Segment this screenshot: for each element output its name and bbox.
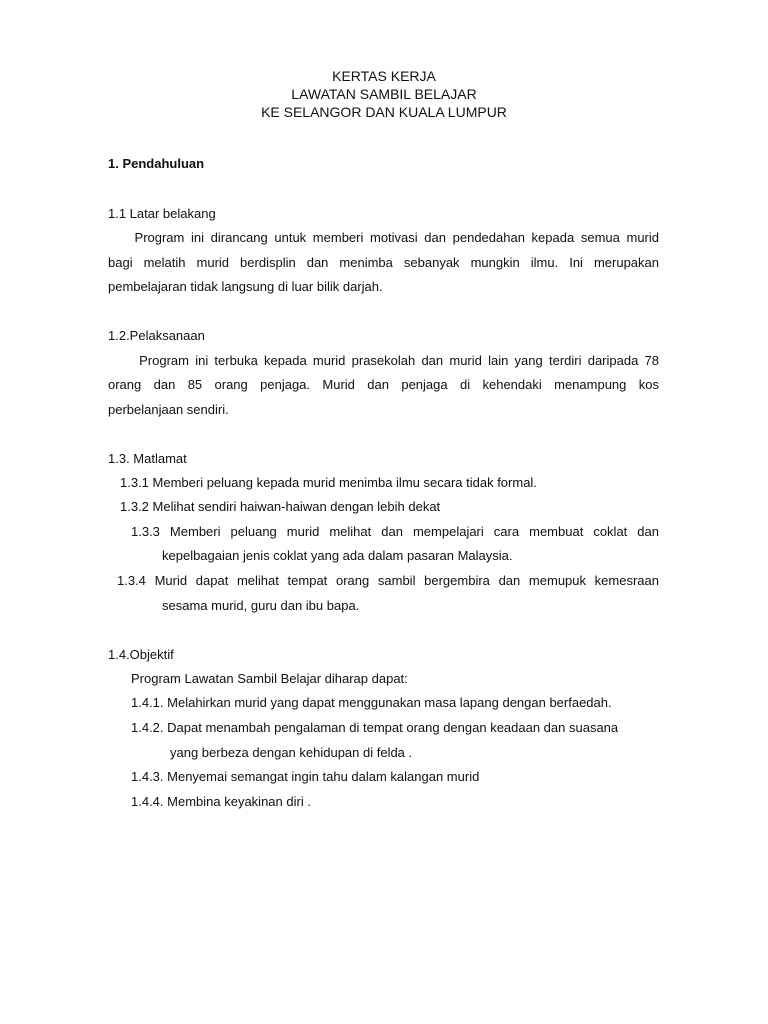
subheading-pelaksanaan: 1.2.Pelaksanaan xyxy=(108,328,205,343)
subheading-latar-belakang: 1.1 Latar belakang xyxy=(108,206,216,221)
matlamat-item-4-line-2: sesama murid, guru dan ibu bapa. xyxy=(162,598,360,613)
paragraph-latar-line-1: Program ini dirancang untuk memberi motivasi dan pendedahan kepada semua murid xyxy=(108,230,659,245)
doc-title-line-2: LAWATAN SAMBIL BELAJAR xyxy=(291,86,477,102)
objektif-item-3: 1.4.3. Menyemai semangat ingin tahu dalam kalangan murid xyxy=(131,769,480,784)
objektif-item-2-line-2: yang berbeza dengan kehidupan di felda . xyxy=(170,745,413,760)
section-heading-pendahuluan: 1. Pendahuluan xyxy=(108,156,205,171)
paragraph-pelaksanaan-line-2: orang dan 85 orang penjaga. Murid dan penjaga di kehendaki menampung kos xyxy=(108,377,659,392)
matlamat-item-2: 1.3.2 Melihat sendiri haiwan-haiwan dengan lebih dekat xyxy=(120,499,441,514)
doc-title-line-3: KE SELANGOR DAN KUALA LUMPUR xyxy=(261,104,507,120)
paragraph-latar-line-2: bagi melatih murid berdisplin dan menimba sebanyak mungkin ilmu. Ini merupakan xyxy=(108,255,659,270)
objektif-item-4: 1.4.4. Membina keyakinan diri . xyxy=(131,794,311,809)
paragraph-pelaksanaan-line-3: perbelanjaan sendiri. xyxy=(108,402,229,417)
matlamat-item-1: 1.3.1 Memberi peluang kepada murid menimba ilmu secara tidak formal. xyxy=(120,475,537,490)
objektif-item-2-line-1: 1.4.2. Dapat menambah pengalaman di tempat orang dengan keadaan dan suasana xyxy=(131,720,619,735)
paragraph-pelaksanaan-line-1: Program ini terbuka kepada murid prasekolah dan murid lain yang terdiri daripada 78 xyxy=(108,353,659,368)
paragraph-latar-line-3: pembelajaran tidak langsung di luar bilik darjah. xyxy=(108,279,383,294)
matlamat-item-4-line-1: 1.3.4 Murid dapat melihat tempat orang sambil bergembira dan memupuk kemesraan xyxy=(117,573,659,588)
subheading-matlamat: 1.3. Matlamat xyxy=(108,451,187,466)
doc-title-line-1: KERTAS KERJA xyxy=(332,68,436,84)
subheading-objektif: 1.4.Objektif xyxy=(108,647,174,662)
matlamat-item-3-line-1: 1.3.3 Memberi peluang murid melihat dan mempelajari cara membuat coklat dan xyxy=(131,524,659,539)
objektif-intro: Program Lawatan Sambil Belajar diharap dapat: xyxy=(131,671,408,686)
objektif-item-1: 1.4.1. Melahirkan murid yang dapat menggunakan masa lapang dengan berfaedah. xyxy=(131,695,612,710)
matlamat-item-3-line-2: kepelbagaian jenis coklat yang ada dalam pasaran Malaysia. xyxy=(162,548,513,563)
